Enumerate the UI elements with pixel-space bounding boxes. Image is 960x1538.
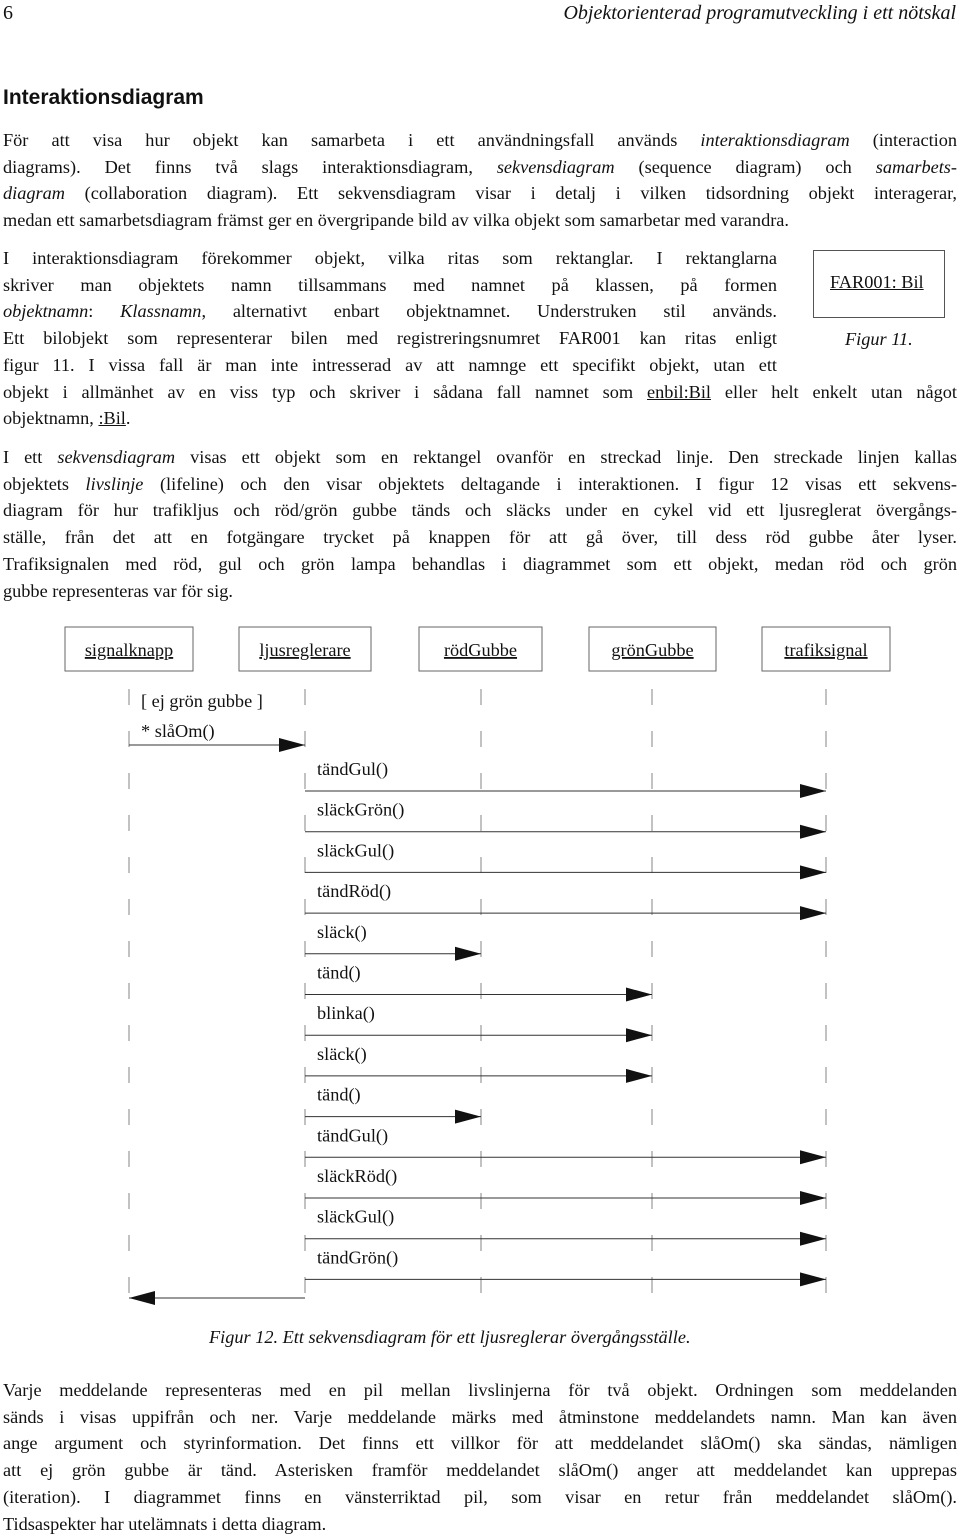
- message-label: tändGrön(): [317, 1247, 399, 1268]
- text-line: Varje meddelande representeras med en pil mellan livslinjerna för två objekt. Ordningen som meddelanden: [3, 1380, 957, 1400]
- object-label: ljusreglerare: [259, 640, 351, 660]
- object-label: grönGubbe: [611, 640, 694, 660]
- underlined-name: enbil:Bil: [647, 381, 711, 402]
- text: (collaboration diagram). Ett sekvensdiagram visar i detalj i vilken tidsordning objekt interagerar,: [64, 183, 957, 204]
- message-label: blinka(): [317, 1003, 375, 1024]
- page-number: 6: [3, 2, 13, 24]
- text: objektnamn,: [3, 408, 99, 429]
- message-label: släckRöd(): [317, 1166, 398, 1186]
- message-arrow-head: [800, 1272, 826, 1286]
- section-title: Interaktionsdiagram: [3, 86, 204, 109]
- emphasis: sekvensdiagram: [496, 156, 615, 177]
- message-label: tändGul(): [317, 1125, 389, 1146]
- text-line: I interaktionsdiagram förekommer objekt, vilka ritas som rektanglar. I rektanglarna: [3, 248, 777, 268]
- message-arrow-head: [279, 738, 305, 752]
- message-arrow-head: [800, 1232, 826, 1246]
- text-line: [3, 127, 957, 154]
- message-arrow-head: [800, 906, 826, 920]
- text-line: att ej grön gubbe är tänd. Asterisken framför meddelandet slåOm() anger att meddelandet kan upprepas: [3, 1460, 957, 1481]
- message-arrow-head: [800, 784, 826, 798]
- text-line: (iteration). I diagrammet finns en vänsterriktad pil, som visar en retur från meddelandet slåOm().: [3, 1486, 957, 1507]
- text: , alternativt enbart objektnamnet. Understruken stil används.: [201, 301, 777, 322]
- figure-11-caption: Figur 11.: [845, 329, 913, 349]
- text: :: [88, 301, 121, 322]
- text: visas ett objekt som en rektangel ovanför en streckad linje. Den streckade linjen kallas: [175, 447, 957, 467]
- text-line: skriver man objektets namn tillsammans med namnet på klassen, på formen: [3, 274, 777, 295]
- message-label: släckGul(): [317, 1206, 395, 1227]
- emphasis: sekvensdiagram: [57, 447, 176, 467]
- emphasis: Klassnamn: [120, 301, 202, 322]
- text-line: [3, 298, 777, 325]
- text-line: [3, 471, 957, 498]
- paragraph-intro: [3, 127, 957, 234]
- text-line: [3, 180, 957, 207]
- emphasis: samarbets-: [875, 156, 957, 177]
- message-arrow-head: [626, 988, 652, 1002]
- message-label: tändRöd(): [317, 881, 392, 902]
- object-label: signalknapp: [84, 640, 174, 660]
- message-label: släckGul(): [317, 840, 395, 861]
- text-line: figur 11. I vissa fall är man inte intresserad av att namnge ett specifikt objekt, utan ett: [3, 354, 777, 375]
- emphasis: objektnamn: [3, 301, 89, 322]
- message-arrow-head: [800, 1150, 826, 1164]
- object-label: trafiksignal: [784, 640, 868, 660]
- message-label: tänd(): [317, 1084, 361, 1105]
- object-label: rödGubbe: [443, 640, 518, 660]
- text-line: Ett bilobjekt som representerar bilen med registreringsnumret FAR001 kan ritas enligt: [3, 328, 777, 349]
- message-label: släck(): [317, 1043, 367, 1064]
- message-label: * slåOm(): [141, 721, 215, 741]
- message-label: släck(): [317, 921, 367, 942]
- emphasis: diagram: [3, 183, 65, 204]
- message-arrow-head: [800, 865, 826, 879]
- running-title: Objektorienterad programutveckling i ett nötskal: [563, 2, 956, 24]
- message-label: släckGrön(): [317, 799, 405, 820]
- figure-11-object-label: FAR001: Bil: [830, 272, 924, 292]
- figure-12-caption: Figur 12. Ett sekvensdiagram för ett ljusreglerar övergångsställe.: [209, 1327, 691, 1347]
- text-line: [3, 207, 957, 234]
- message-arrow-head: [626, 1069, 652, 1083]
- message-label: tänd(): [317, 962, 361, 983]
- message-arrow-head: [455, 947, 481, 961]
- text: .: [125, 408, 131, 429]
- text: (interaction: [849, 130, 958, 150]
- sequence-diagram: [0, 620, 960, 1320]
- text: objektets: [3, 473, 86, 494]
- text: eller helt enkelt utan något: [711, 381, 958, 402]
- text: (sequence diagram) och: [614, 156, 876, 177]
- text: (lifeline) och den visar objektets deltagande i interaktionen. I figur 12 visas ett sekvens-: [143, 473, 957, 494]
- emphasis: interaktionsdiagram: [700, 130, 850, 150]
- text-line: ställe, från det att en fotgängare trycket på knappen för att gå över, till dess röd gubbe åter lyser.: [3, 527, 957, 548]
- text: I ett: [3, 447, 58, 467]
- message-guard: [ ej grön gubbe ]: [141, 691, 263, 711]
- message-arrow-head: [800, 1191, 826, 1205]
- emphasis: livslinje: [85, 473, 144, 494]
- underlined-name: :Bil: [98, 408, 126, 429]
- text-line: sänds i visas uppifrån och ner. Varje meddelande märks med åtminstone meddelandets namn. Man kan även: [3, 1406, 957, 1427]
- text: objekt i allmänhet av en viss typ och skriver i sådana fall namnet som: [3, 381, 648, 402]
- paragraph-sequence: [3, 444, 957, 604]
- text-line: diagram för hur trafikljus och röd/grön gubbe tänds och släcks under en cykel vid ett ljusreglerat övergångs-: [3, 500, 957, 521]
- text: medan ett samarbetsdiagram främst ger en övergripande bild av vilka objekt som samarbetar med varandra.: [3, 210, 789, 231]
- text-line: [3, 379, 957, 406]
- text-line: [3, 154, 957, 181]
- message-arrow-head: [455, 1110, 481, 1124]
- text-line: Trafiksignalen med röd, gul och grön lampa behandlas i diagrammet som ett objekt, medan röd och grön: [3, 553, 957, 574]
- text-line: [3, 405, 957, 432]
- text-line: gubbe representeras var för sig.: [3, 580, 233, 601]
- message-arrow-head: [626, 1028, 652, 1042]
- message-arrow-head: [800, 825, 826, 839]
- paragraph-messages: [3, 1377, 957, 1537]
- message-label: tändGul(): [317, 759, 389, 779]
- text: För att visa hur objekt kan samarbeta i ett användningsfall används: [3, 130, 701, 150]
- text: diagrams). Det finns två slags interaktionsdiagram,: [3, 156, 497, 177]
- text-line: ange argument och styrinformation. Det finns ett villkor för att meddelandet slåOm() ska sändas, nämligen: [3, 1433, 957, 1454]
- return-arrow-head: [129, 1291, 155, 1305]
- text-line: [3, 444, 957, 471]
- text-line: Tidsaspekter har utelämnats i detta diagram.: [3, 1513, 327, 1534]
